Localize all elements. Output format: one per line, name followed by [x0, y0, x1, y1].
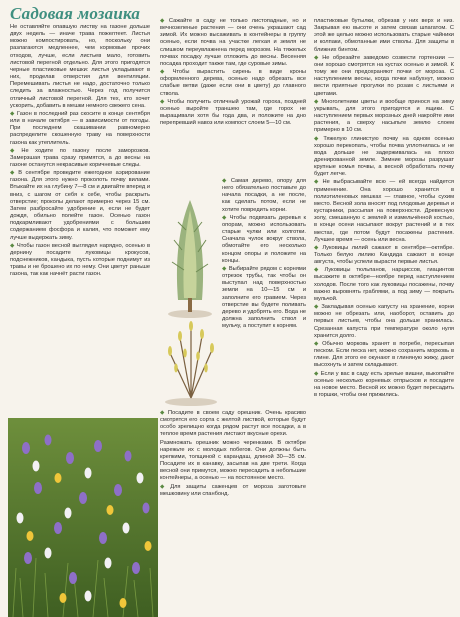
bullet-icon: ◆ — [10, 110, 15, 117]
bullet-icon: ◆ — [10, 147, 20, 154]
paragraph: ◆ Тяжелую глинистую почву на одном осенью хорошо перекопать, чтобы почва уплотнилась и не вода дольше не задерживалась на плохо дренированной земле. Зимние морозы разрушат крупные комья почвы, а весной обработать почву будет легче. — [314, 135, 454, 178]
paragraph: ◆ Чтобы газон весной выглядел нарядно, осенью в дернину посадите луковицы крокусов, подснежников, кандыка, пусть которые поднимут из травы и не брошено их по нему. Они цветут раньше газона, так как начнёт расти газон. — [10, 242, 150, 278]
page-title: Садовая мозаика — [10, 4, 141, 23]
paragraph: Размножать орешник можно черенками. В октябре нарежьте их с молодых побегов. Они должны быть крепкими, толщиной с карандаш, длиной 30—35 см. Посадите их в канавку, засыпав на две трети. Когда весной они примутся, можно пересадить в небольшие контейнеры, а осенью — на постоянное место. — [160, 439, 306, 482]
bullet-icon: ◆ — [222, 265, 227, 272]
bullet-icon: ◆ — [314, 340, 321, 347]
column-3 — [314, 18, 454, 614]
bullet-icon: ◆ — [314, 98, 320, 105]
bullet-icon: ◆ — [160, 18, 167, 24]
paragraph: ◆ Луковицы лилий сажают в сентябре—октябре. Только белую лилию Кандида сажают в конце августа, чтобы успели вырасти первые листья. — [314, 244, 454, 266]
bullet-icon: ◆ — [10, 242, 15, 249]
paragraph: Не оставляйте опавшую листву на газоне дольше двух недель — иначе трава пожелтеет. Листья можно компостировать, но, поскольку они разлагаются медленнее, чем кормовые прочих отходов, лучше, если листьев мало, готовить листовой перегной отдельно. Для этого пригодятся черные пластиковые мешки: листья укладывают в них, проделав отверстия для вентиляции. Перемешивать листья не надо, достаточно только следить за влажностью. Через год получится отличный листовой перегной. Для тех, кто хочет ускорить, добавить в мешки немного свежего сена. — [10, 24, 150, 109]
bullet-icon: ◆ — [314, 304, 320, 311]
column-2-top — [160, 18, 306, 193]
paragraph: ◆ Не ходите по газону после заморозков. Замерзшая трава сразу примятся, а до весны на газоне останутся некрасивые коричневые следы. — [10, 147, 150, 168]
paragraph: ◆ Луковицы тюльпанов, нарциссов, гиацинтов высажите в октябре—ноябре перед наступлением холодов. После того как луковицы посажены, почву важно выровнять граблями, а под зиму — покрыть мульчой. — [314, 267, 454, 302]
bullet-icon: ◆ — [314, 267, 323, 274]
column-1 — [10, 24, 150, 444]
bullet-icon: ◆ — [160, 69, 171, 76]
paragraph: ◆ Не обрезайте заведомо созвести гортензии — они хорошо смотрятся на кустах осенью и зимой. К тому же они предохраняют почки от мороза. С наступлением весны, когда почки набухнут, можно вести приятные прогулки по розам с листьями и цветами. — [314, 54, 454, 97]
paragraph: ◆ В сентябре проведите ежегодное аэрирование газона. Для этого нужно проколоть почву вилами. Втыкайте их на глубину 7—8 см и двигайте вперед и вниз, с шагом от себя к себе, чтобы раскрыть отверстие; проколы делают примерно через 15 см. Затем разбросайте удобрение и, если не будет дождя, обильно полейте газон. Осенью газон подкармливают удобрениями с большим содержанием фосфора и калия, что поможет ему лучше выдержать зиму. — [10, 170, 150, 241]
column-2-bottom — [160, 410, 306, 615]
bullet-icon: ◆ — [314, 370, 319, 377]
bullet-icon: ◆ — [222, 178, 229, 184]
paragraph: ◆ Выбирайте рядом с корнями отрезок трубы, так чтобы он выступал над поверхностью земли на 10—15 см и заполните его гравием. Через отверстие вы будете поливать дерево и удобрять его. Вода не должна заполнить ствол и мульчу, а поступит к корням. — [222, 265, 306, 330]
paragraph: ◆ Газон в последний раз скосите в конце сентября или в начале октября — в зависимости от погоды. При последнем скашивании равномерно распределите скошенную траву на поверхности газона как утеплитель. — [10, 110, 150, 146]
bullet-icon: ◆ — [314, 244, 321, 251]
paragraph: ◆ Чтобы вырастить сирень в виде кроны оформленного дерева, осенью надо обрезать все слабые ветви (даже если они в цвету) до главного ствола. — [160, 69, 306, 97]
paragraph: ◆ Чтобы получить отличный урожай гороха, поздней осенью выройте траншею там, где горох не выращивали хотя бы года два, и положите на дно перепревший навоз или компост слоем 5—10 см. — [160, 98, 306, 127]
paragraph: ◆ Посадите в своем саду орешник. Очень красиво смотрятся его сорта с желтой листвой, которые будут особо зрелищно когда рядом растут все посадки, а в теплое время растения листают вкусные орехи. — [160, 410, 306, 438]
bullet-icon: ◆ — [160, 410, 167, 416]
bullet-icon: ◆ — [314, 54, 321, 61]
bullet-icon: ◆ — [222, 214, 228, 221]
column-2-narrow — [222, 178, 306, 408]
paragraph: ◆ Сажайте в саду не только листопадные, но и вечнозеленые растения — они очень украшают сад зимой. Их можно высаживать в контейнеры в группу осенью, если почва на участке легкая и земля не слишком переувлажнена перед морозом. На тяжелых почвах посадку лучше отложить до весны. Весенняя посадка проходит также там, где суровые зимы. — [160, 18, 306, 67]
bullet-icon: ◆ — [314, 135, 322, 142]
bullet-icon: ◆ — [160, 483, 169, 490]
paragraph: ◆ Самая дерево, опору для него обязательно поставьте до начала посадки, а не после, как сделать потом, если не хотите повредить корни. — [222, 178, 306, 213]
paragraph: пластиковые бутылки, обрезав у них верх и низ. Закрывая ею высоте и затем связав шпагатом. С этой же целью можно использовать старые чайники и колпаки, обмотанные ими стволы. Для защиты в ближних бинтом. — [314, 18, 454, 53]
paragraph: ◆ Обычно морковь хранят в погребе, пересыпая песком. Если песка нет, можно сохранить морковь в глине. Для этого ее окунают в глиняную жижу, дают высохнуть и затем складывают. — [314, 340, 454, 369]
paragraph: ◆ Для защиты саженцев от мороза заготовьте мешковину или спанбонд. — [160, 483, 306, 497]
paragraph: ◆ Чтобы подвязать деревья к опорам, можно использовать старые чулки или колготки. Сначала чулок вокруг ствола, обмотайте его несколько концом опоры и положите на концы. — [222, 214, 306, 264]
bullet-icon: ◆ — [314, 179, 321, 186]
bullet-icon: ◆ — [160, 98, 166, 105]
paragraph: ◆ Закладывая осенью капусту на хранение, корни можно не обрезать или, наоборот, оставить до первых листьев, чтобы она дольше хранилась. Срезанная капуста при температуре около нуля хранится долго. — [314, 304, 454, 339]
paragraph: ◆ Многолетники цветы и вообще принося на зиму укрывать, для этого пригодятся и ящики. С наступлением первых морозных дней накройте ими растения, а сверху насыпьте землю слоем примерно в 10 см. — [314, 98, 454, 134]
crocus-lawn-photo — [8, 418, 158, 617]
paragraph: ◆ Не выбрасывайте всю — ей всегда найдется применение. Она хорошо хранится в полиэтиленовых мешках — главное, чтобы сухим место. Весной зола вносят под плодовые деревья и кустарники, рассыпая на поверхности. Древесную золу, смешанную с землей и измельчённой костью, в конце осени насыпают вокруг растений и в тех местах, где потом будут посажены растения. Лучшее время — осень или весна. — [314, 179, 454, 243]
paragraph: ◆ Если у вас в саду есть зрелые вишни, выкопайте осенью несколько корневых отпрысков и посадите на новое место. Весной их можно будет пересадить в горшки, чтобы они прижились. — [314, 370, 454, 398]
flowering-shrub-illustration — [160, 298, 222, 408]
bullet-icon: ◆ — [10, 170, 17, 177]
